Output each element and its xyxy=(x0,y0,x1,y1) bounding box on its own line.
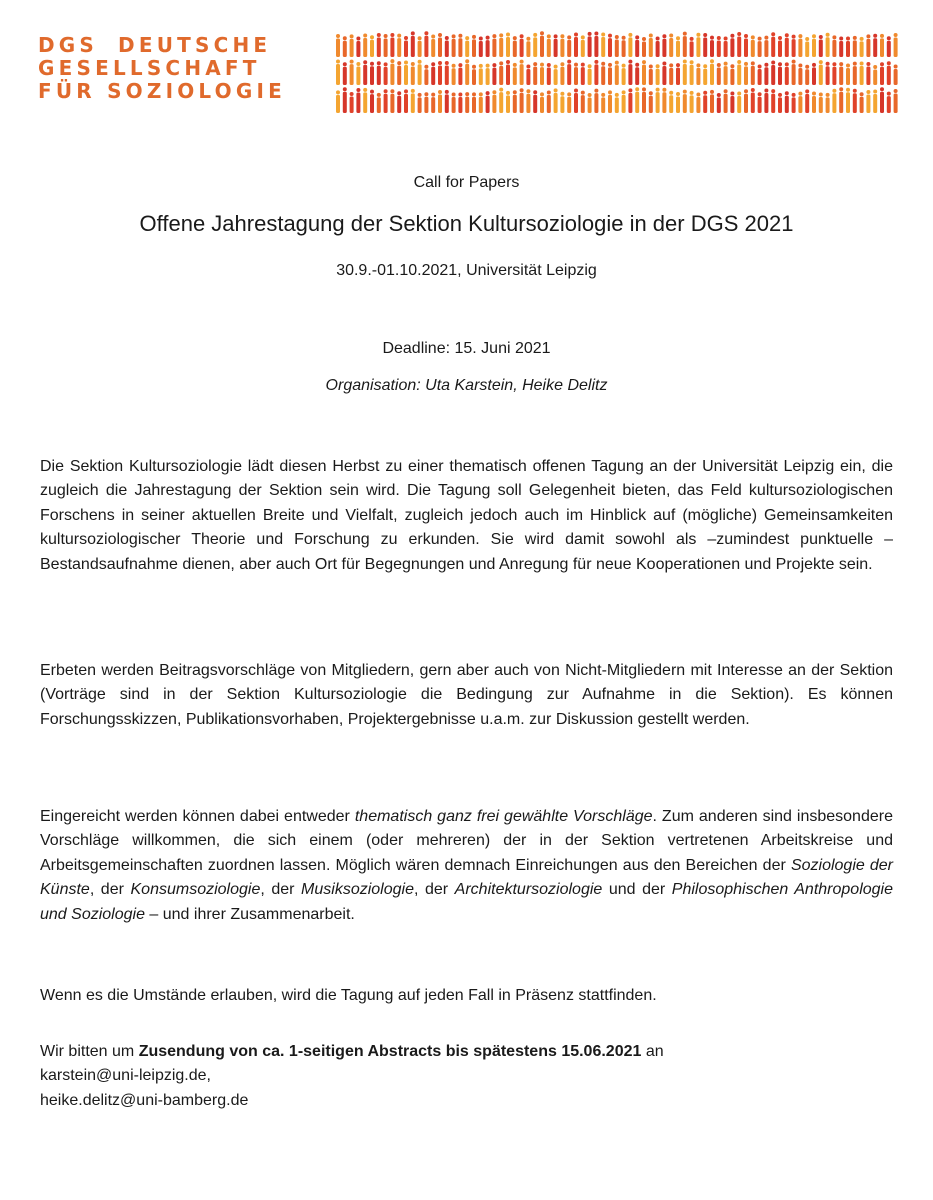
crowd-person-figure xyxy=(649,91,653,113)
crowd-person-figure xyxy=(894,33,898,57)
crowd-person-figure xyxy=(581,91,585,113)
crowd-person-figure xyxy=(832,35,836,57)
crowd-person-figure xyxy=(390,89,394,113)
text-run: – und ihrer Zusammenarbeit. xyxy=(144,905,355,923)
crowd-person-figure xyxy=(805,89,809,113)
crowd-person-figure xyxy=(601,33,605,57)
crowd-person-figure xyxy=(560,34,564,57)
crowd-person-figure xyxy=(486,36,490,57)
crowd-person-figure xyxy=(894,64,898,85)
crowd-person-figure xyxy=(635,63,639,85)
crowd-person-figure xyxy=(438,90,442,113)
crowd-person-figure xyxy=(853,89,857,113)
crowd-person-figure xyxy=(696,92,700,113)
crowd-person-figure xyxy=(424,31,428,57)
crowd-person-figure xyxy=(669,91,673,113)
crowd-person-figure xyxy=(887,61,891,85)
crowd-person-figure xyxy=(615,35,619,57)
crowd-person-figure xyxy=(350,34,354,57)
crowd-person-figure xyxy=(452,64,456,85)
crowd-person-figure xyxy=(581,35,585,57)
crowd-person-figure xyxy=(826,93,830,113)
crowd-person-figure xyxy=(336,60,340,85)
deadline: Deadline: 15. Juni 2021 xyxy=(382,340,551,357)
crowd-person-figure xyxy=(771,60,775,85)
crowd-person-figure xyxy=(819,35,823,57)
crowd-person-figure xyxy=(771,32,775,57)
crowd-person-figure xyxy=(710,36,714,57)
crowd-person-figure xyxy=(880,34,884,57)
emphasis-arts-sociology: Soziologie der Künste xyxy=(40,856,894,899)
crowd-person-figure xyxy=(520,88,524,113)
crowd-person-figure xyxy=(472,92,476,113)
crowd-person-figure xyxy=(554,88,558,113)
crowd-person-figure xyxy=(438,61,442,85)
crowd-person-figure xyxy=(458,63,462,85)
crowd-person-figure xyxy=(744,34,748,57)
crowd-person-figure xyxy=(520,34,524,57)
crowd-person-figure xyxy=(860,61,864,85)
crowd-person-figure xyxy=(404,60,408,85)
logo-line-1 xyxy=(38,34,286,57)
crowd-person-figure xyxy=(866,90,870,113)
crowd-person-figure xyxy=(608,90,612,113)
crowd-person-figure xyxy=(642,60,646,85)
crowd-person-figure xyxy=(458,34,462,57)
crowd-person-figure xyxy=(513,36,517,57)
crowd-person-figure xyxy=(411,31,415,57)
crowd-person-figure xyxy=(465,59,469,85)
crowd-person-figure xyxy=(798,34,802,57)
crowd-person-figure xyxy=(438,33,442,57)
crowd-person-figure xyxy=(547,90,551,113)
crowd-person-figure xyxy=(622,90,626,113)
crowd-person-figure xyxy=(513,63,517,85)
crowd-person-figure xyxy=(458,93,462,113)
crowd-person-figure xyxy=(615,93,619,113)
crowd-person-figure xyxy=(356,88,360,113)
crowd-person-figure xyxy=(751,35,755,57)
text-run: Eingereicht werden können dabei entweder xyxy=(40,808,355,825)
emphasis-philosophical-anthropology: Philosophischen Anthropologie und Soziologie xyxy=(40,881,894,923)
crowd-person-figure xyxy=(737,32,741,57)
paragraph-intro: Die Sektion Kultursoziologie lädt diesen Herbst zu einer thematisch offenen Tagung an der Universität Leipzig ein, die zugleich die Jahrestagung der Sektion sein wird. Die Tagung soll Gelegenheit bieten, das Feld kultursoziologischen Forschens in seiner aktuellen Breite und Vielfalt, zugleich jedoch auch im Hinblick auf (mögliche) Gemeinsamkeiten kultursoziologischer Theorie und Forschung zu erkunden. Sie wird damit sowohl als –zumindest punktuelle – Bestandsaufnahme dienen, aber auch Ort für Begegnungen und Anregung für neue Kooperationen und Projekte sein. xyxy=(40,458,893,573)
crowd-person-figure xyxy=(669,63,673,85)
crowd-person-figure xyxy=(866,34,870,57)
crowd-person-figure xyxy=(499,61,503,85)
crowd-person-figure xyxy=(656,88,660,113)
crowd-person-figure xyxy=(574,63,578,85)
crowd-person-figure xyxy=(826,33,830,57)
crowd-person-figure xyxy=(554,34,558,57)
crowd-person-figure xyxy=(662,88,666,113)
crowd-person-figure xyxy=(730,92,734,113)
crowd-person-figure xyxy=(764,63,768,85)
crowd-person-figure xyxy=(758,37,762,57)
crowd-person-figure xyxy=(832,89,836,113)
crowd-person-figure xyxy=(703,64,707,85)
crowd-person-figure xyxy=(343,36,347,57)
crowd-person-figure xyxy=(880,87,884,113)
crowd-person-figure xyxy=(676,92,680,113)
emphasis-consumer-sociology: Konsumsoziologie xyxy=(130,881,261,899)
crowd-person-figure xyxy=(771,89,775,113)
crowd-person-figure xyxy=(418,93,422,113)
crowd-person-figure xyxy=(404,36,408,57)
crowd-person-figure xyxy=(384,62,388,85)
logo-abbr: DGS xyxy=(38,33,99,57)
crowd-person-figure xyxy=(356,37,360,57)
crowd-person-figure xyxy=(377,61,381,85)
crowd-person-figure xyxy=(690,60,694,85)
crowd-person-figure xyxy=(778,36,782,57)
crowd-person-figure xyxy=(547,63,551,85)
organisation: Organisation: Uta Karstein, Heike Delitz xyxy=(325,377,608,394)
crowd-person-figure xyxy=(431,93,435,113)
text-run: , der xyxy=(413,881,455,899)
crowd-person-figure xyxy=(554,65,558,85)
crowd-person-figure xyxy=(839,87,843,113)
email-delitz[interactable]: heike.delitz@uni-bamberg.de xyxy=(40,1091,249,1109)
crowd-person-figure xyxy=(683,90,687,113)
crowd-person-figure xyxy=(574,33,578,57)
crowd-person-figure xyxy=(737,92,741,113)
crowd-person-figure xyxy=(764,89,768,113)
crowd-person-figure xyxy=(499,33,503,57)
crowd-person-figure xyxy=(588,32,592,57)
crowd-person-figure xyxy=(370,62,374,85)
crowd-person-figure xyxy=(656,36,660,57)
crowd-person-figure xyxy=(492,90,496,113)
crowd-person-figure xyxy=(724,37,728,57)
logo-line-2: GESELLSCHAFT xyxy=(38,56,261,80)
crowd-person-figure xyxy=(730,64,734,85)
crowd-person-figure xyxy=(724,89,728,113)
crowd-person-figure xyxy=(744,89,748,113)
crowd-person-figure xyxy=(397,34,401,57)
crowd-person-figure xyxy=(778,62,782,85)
crowd-person-figure xyxy=(628,60,632,85)
crowd-person-figure xyxy=(588,93,592,113)
crowd-person-figure xyxy=(683,32,687,57)
text-run: , der xyxy=(89,881,131,899)
crowd-person-figure xyxy=(751,88,755,113)
crowd-person-figure xyxy=(737,60,741,85)
crowd-person-figure xyxy=(778,93,782,113)
crowd-person-figure xyxy=(615,61,619,85)
crowd-person-figure xyxy=(826,62,830,85)
crowd-person-figure xyxy=(710,90,714,113)
crowd-person-figure xyxy=(846,88,850,113)
crowd-person-figure xyxy=(445,36,449,57)
crowd-person-figure xyxy=(370,35,374,57)
crowd-person-figure xyxy=(594,31,598,57)
crowd-person-figure xyxy=(411,89,415,113)
crowd-person-figure xyxy=(465,36,469,57)
crowd-person-figure xyxy=(798,64,802,85)
crowd-person-figure xyxy=(832,62,836,85)
crowd-person-figure xyxy=(853,62,857,85)
crowd-person-figure xyxy=(526,37,530,57)
crowd-person-figure xyxy=(758,64,762,85)
crowd-person-figure xyxy=(526,89,530,113)
crowd-person-figure xyxy=(363,60,367,85)
crowd-person-figure xyxy=(785,91,789,113)
crowd-person-figure xyxy=(846,37,850,57)
crowd-person-figure xyxy=(656,64,660,85)
crowd-person-figure xyxy=(873,65,877,85)
crowd-person-figure xyxy=(560,92,564,113)
crowd-person-figure xyxy=(792,35,796,57)
text-run: , der xyxy=(260,881,302,899)
email-karstein[interactable]: karstein@uni-leipzig.de, xyxy=(40,1067,211,1085)
logo-line-3: FÜR SOZIOLOGIE xyxy=(38,79,286,103)
crowd-person-figure xyxy=(662,34,666,57)
crowd-person-figure xyxy=(492,63,496,85)
crowd-person-figure xyxy=(785,33,789,57)
crowd-person-figure xyxy=(744,62,748,85)
crowd-person-figure xyxy=(730,34,734,57)
crowd-person-figure xyxy=(533,90,537,113)
crowd-person-figure xyxy=(873,90,877,113)
crowd-person-figure xyxy=(445,61,449,85)
crowd-person-figure xyxy=(846,64,850,85)
crowd-person-figure xyxy=(452,92,456,113)
crowd-person-figure xyxy=(690,37,694,57)
crowd-person-figure xyxy=(506,32,510,57)
crowd-person-figure xyxy=(472,35,476,57)
crowd-person-figure xyxy=(574,88,578,113)
crowd-person-figure xyxy=(703,33,707,57)
crowd-person-figure xyxy=(336,34,340,57)
paragraph-contact xyxy=(40,1040,893,1113)
crowd-person-figure xyxy=(411,62,415,85)
text-run: . Zum anderen sind insbesondere Vorschläge willkommen, die sich einem (oder mehreren) der in der Sektion vertretenen Arbeitskreise und Arbeitsgemeinschaften zuordnen lassen. Möglich wären demnach Einreichungen aus den Bereichen der xyxy=(40,808,893,874)
crowd-person-figure xyxy=(404,89,408,113)
crowd-person-figure xyxy=(533,62,537,85)
crowd-person-figure xyxy=(390,59,394,85)
crowd-person-figure xyxy=(506,91,510,113)
crowd-person-figure xyxy=(690,91,694,113)
event-dates: 30.9.-01.10.2021, Universität Leipzig xyxy=(336,262,597,279)
logo-word-deutsche: DEUTSCHE xyxy=(118,33,272,57)
crowd-person-figure xyxy=(486,91,490,113)
crowd-person-figure xyxy=(880,62,884,85)
crowd-person-figure xyxy=(819,60,823,85)
crowd-person-figure xyxy=(492,34,496,57)
paragraph-topics xyxy=(40,805,893,927)
crowd-person-figure xyxy=(424,92,428,113)
crowd-person-figure xyxy=(798,92,802,113)
crowd-person-figure xyxy=(724,62,728,85)
crowd-person-figure xyxy=(717,93,721,113)
text-run: und der xyxy=(602,881,672,899)
crowd-person-figure xyxy=(336,90,340,113)
crowd-person-figure xyxy=(812,63,816,85)
crowd-person-figure xyxy=(839,37,843,57)
crowd-person-figure xyxy=(683,59,687,85)
crowd-person-figure xyxy=(853,36,857,57)
crowd-person-figure xyxy=(628,88,632,113)
paragraph-presence: Wenn es die Umstände erlauben, wird die Tagung auf jeden Fall in Präsenz stattfinden. xyxy=(40,987,657,1004)
page-title: Offene Jahrestagung der Sektion Kultursoziologie in der DGS 2021 xyxy=(139,211,794,236)
text-run: an xyxy=(641,1043,664,1060)
crowd-person-figure xyxy=(635,35,639,57)
crowd-person-figure xyxy=(581,63,585,85)
crowd-person-figure xyxy=(567,92,571,113)
crowd-person-figure xyxy=(472,65,476,85)
crowd-person-figure xyxy=(397,61,401,85)
crowd-person-figure xyxy=(676,63,680,85)
crowd-person-figure xyxy=(356,62,360,85)
crowd-person-figure xyxy=(805,37,809,57)
crowd-person-figure xyxy=(506,60,510,85)
crowd-person-figure xyxy=(601,93,605,113)
crowd-person-figure xyxy=(445,90,449,113)
crowd-figures-logo xyxy=(334,30,900,120)
crowd-person-figure xyxy=(594,89,598,113)
crowd-person-figure xyxy=(343,62,347,85)
crowd-person-figure xyxy=(860,37,864,57)
crowd-person-figure xyxy=(363,33,367,57)
crowd-person-figure xyxy=(479,64,483,85)
crowd-person-figure xyxy=(622,36,626,57)
crowd-person-figure xyxy=(805,65,809,85)
crowd-person-figure xyxy=(751,61,755,85)
crowd-person-figure xyxy=(894,89,898,113)
crowd-person-figure xyxy=(839,62,843,85)
crowd-person-figure xyxy=(669,33,673,57)
crowd-person-figure xyxy=(717,36,721,57)
crowd-person-figure xyxy=(703,91,707,113)
crowd-person-figure xyxy=(662,61,666,85)
crowd-person-figure xyxy=(696,33,700,57)
crowd-person-figure xyxy=(812,91,816,113)
crowd-person-figure xyxy=(608,63,612,85)
emphasis-music-sociology: Musiksoziologie xyxy=(301,881,414,899)
crowd-person-figure xyxy=(377,33,381,57)
crowd-person-figure xyxy=(513,90,517,113)
crowd-person-figure xyxy=(588,64,592,85)
crowd-person-figure xyxy=(785,62,789,85)
crowd-person-figure xyxy=(370,90,374,113)
crowd-person-figure xyxy=(418,60,422,85)
crowd-person-figure xyxy=(594,60,598,85)
dgs-logo-text xyxy=(38,34,286,103)
crowd-person-figure xyxy=(540,63,544,85)
crowd-person-figure xyxy=(758,92,762,113)
crowd-person-figure xyxy=(540,31,544,57)
crowd-person-figure xyxy=(635,87,639,113)
crowd-person-figure xyxy=(520,60,524,85)
crowd-person-figure xyxy=(860,92,864,113)
crowd-person-figure xyxy=(547,34,551,57)
crowd-person-figure xyxy=(465,92,469,113)
call-for-papers-label: Call for Papers xyxy=(413,174,520,191)
crowd-person-figure xyxy=(343,87,347,113)
crowd-person-figure xyxy=(887,36,891,57)
crowd-person-figure xyxy=(887,92,891,113)
paragraph-submissions: Erbeten werden Beitragsvorschläge von Mitgliedern, gern aber auch von Nicht-Mitgliedern mit Interesse an der Sektion (Vorträge sind in der Sektion Kultursoziologie die Bedingung zur Aufnahme in die Sektion). Es können Forschungsskizzen, Publikationsvorhaben, Projektergebnisse u.a.m. zur Diskussion gestellt werden. xyxy=(40,662,893,728)
crowd-person-figure xyxy=(696,63,700,85)
emphasis-architecture-sociology: Architektursoziologie xyxy=(454,881,603,899)
crowd-person-figure xyxy=(622,64,626,85)
crowd-person-figure xyxy=(533,33,537,57)
crowd-person-figure xyxy=(390,33,394,57)
crowd-person-figure xyxy=(642,37,646,57)
crowd-person-figure xyxy=(567,60,571,85)
crowd-person-figure xyxy=(792,93,796,113)
crowd-person-figure xyxy=(384,89,388,113)
crowd-person-figure xyxy=(717,63,721,85)
crowd-person-figure xyxy=(424,65,428,85)
crowd-person-figure xyxy=(479,37,483,57)
crowd-person-figure xyxy=(873,34,877,57)
crowd-person-figure xyxy=(479,92,483,113)
abstract-request-bold: Zusendung von ca. 1-seitigen Abstracts bis spätestens 15.06.2021 xyxy=(138,1043,642,1060)
emphasis-free-topics: thematisch ganz frei gewählte Vorschläge xyxy=(354,808,653,825)
crowd-person-figure xyxy=(866,62,870,85)
crowd-person-figure xyxy=(792,60,796,85)
crowd-person-figure xyxy=(601,62,605,85)
crowd-person-figure xyxy=(819,92,823,113)
crowd-person-figure xyxy=(431,62,435,85)
crowd-person-figure xyxy=(377,93,381,113)
crowd-person-figure xyxy=(642,87,646,113)
crowd-person-figure xyxy=(710,59,714,85)
crowd-person-figure xyxy=(431,34,435,57)
crowd-person-figure xyxy=(608,34,612,57)
crowd-person-figure xyxy=(560,62,564,85)
crowd-person-figure xyxy=(526,64,530,85)
crowd-person-figure xyxy=(540,92,544,113)
crowd-person-figure xyxy=(486,64,490,85)
crowd-person-figure xyxy=(649,33,653,57)
crowd-person-figure xyxy=(350,60,354,85)
crowd-person-figure xyxy=(384,34,388,57)
crowd-person-figure xyxy=(567,35,571,57)
crowd-person-figure xyxy=(418,36,422,57)
crowd-person-figure xyxy=(350,92,354,113)
crowd-person-figure xyxy=(649,64,653,85)
crowd-person-figure xyxy=(812,34,816,57)
crowd-person-figure xyxy=(363,88,367,113)
crowd-person-figure xyxy=(452,34,456,57)
crowd-person-figure xyxy=(397,91,401,113)
crowd-person-figure xyxy=(499,88,503,113)
crowd-person-figure xyxy=(764,36,768,57)
text-run: Wir bitten um xyxy=(40,1043,139,1060)
crowd-person-figure xyxy=(676,36,680,57)
crowd-person-figure xyxy=(628,33,632,57)
